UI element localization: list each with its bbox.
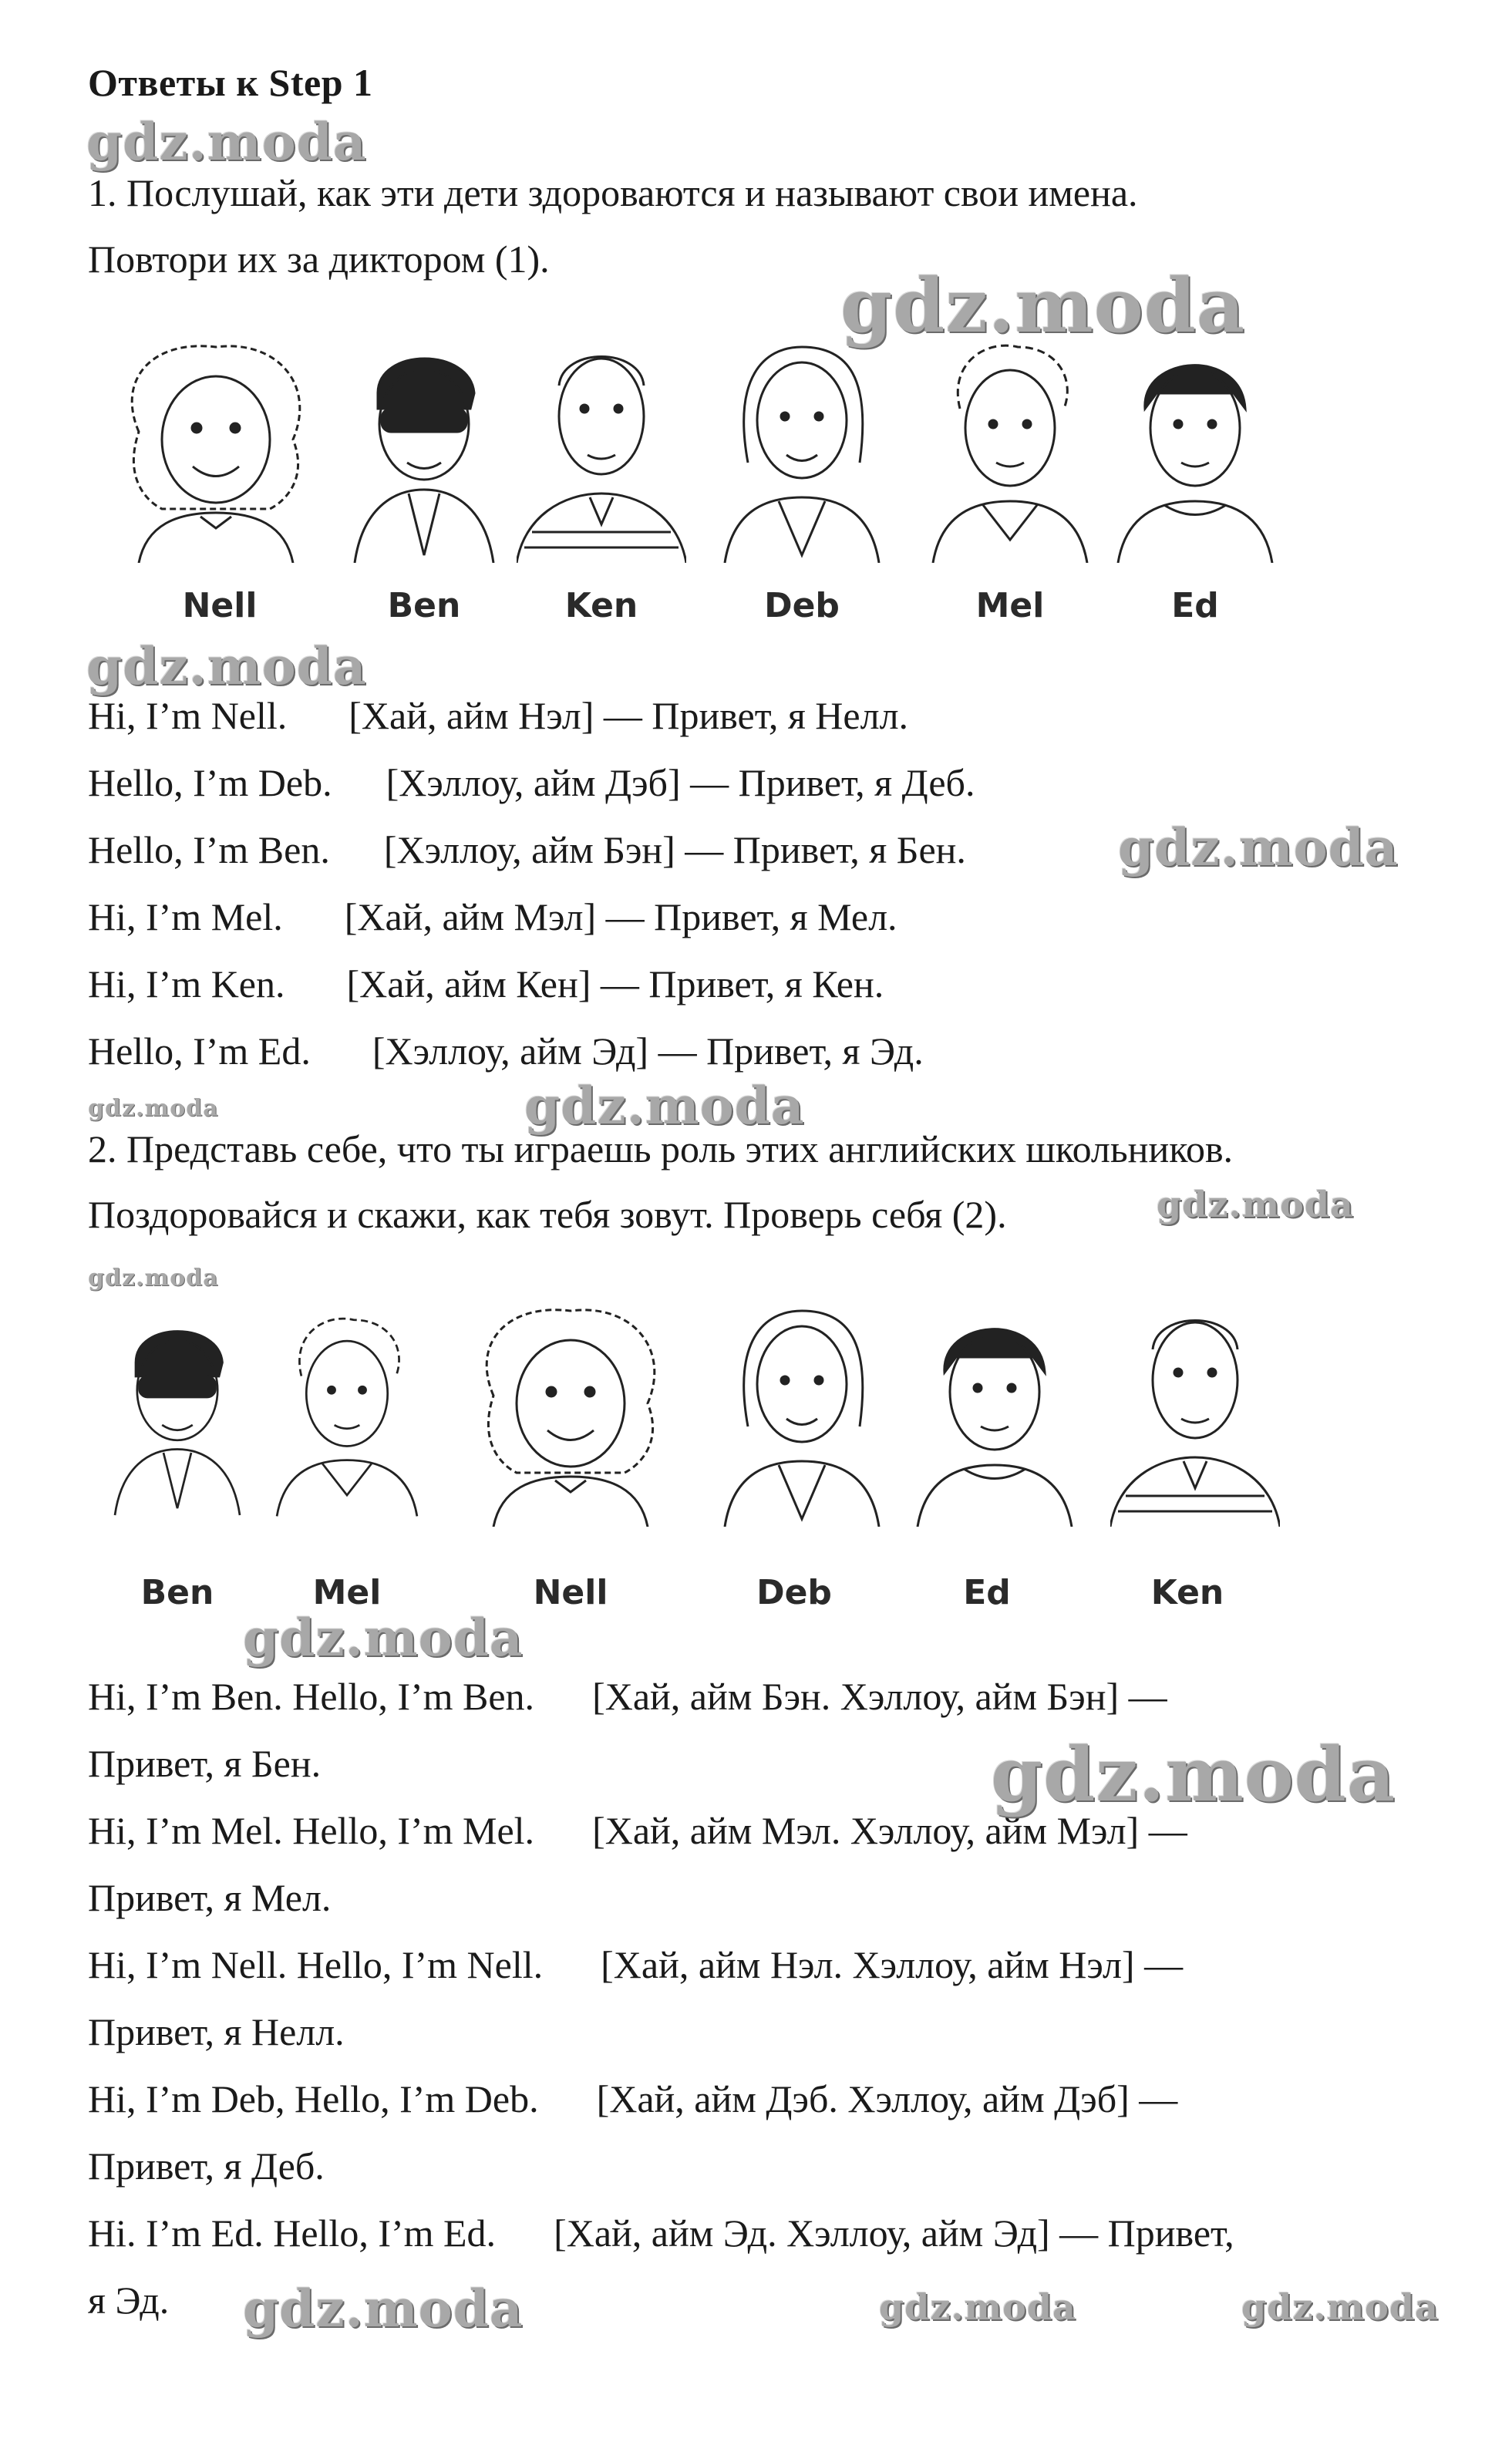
phrase-en: Hello, I’m Ben. <box>88 828 330 871</box>
watermark: gdz.moda <box>1118 817 1399 877</box>
phrase-en: Hi, I’m Nell. Hello, I’m Nell. <box>88 1943 544 1986</box>
task1-instruction-line2: Повтори их за диктором (1). <box>88 237 550 281</box>
kid-name: Ken <box>564 586 638 625</box>
watermark: gdz.moda <box>840 262 1246 349</box>
watermark: gdz.moda <box>88 1265 219 1292</box>
phrase-en: Hi, I’m Ben. Hello, I’m Ben. <box>88 1675 535 1718</box>
page-title: Ответы к Step 1 <box>88 61 373 104</box>
kid-name: Deb <box>756 1573 832 1612</box>
task2-line-cont: Привет, я Мел. <box>88 1876 332 1919</box>
kid-name: Ed <box>963 1573 1011 1612</box>
watermark: gdz.moda <box>86 112 367 172</box>
phrase-transcription: [Хэллоу, айм Эд] — Привет, я Эд. <box>372 1029 924 1073</box>
kid-portrait <box>463 1295 686 1612</box>
kid-portrait <box>1110 1295 1280 1612</box>
phrase-en: Hi, I’m Nell. <box>88 694 288 737</box>
task1-line <box>88 827 966 873</box>
kid-name: Ben <box>387 586 461 625</box>
phrase-transcription: [Хай, айм Бэн. Хэллоу, айм Бэн] — <box>592 1675 1167 1718</box>
kid-portrait <box>717 1295 887 1612</box>
task1-line <box>88 1028 924 1074</box>
kid-name: Mel <box>312 1573 382 1612</box>
task2-line <box>88 2076 1177 2122</box>
kid-portrait <box>108 332 332 625</box>
watermark: gdz.moda <box>88 1095 219 1122</box>
phrase-transcription: [Хай, айм Дэб. Хэллоу, айм Дэб] — <box>596 2077 1178 2120</box>
phrase-en: Hi, I’m Mel. <box>88 895 283 938</box>
kid-name: Ed <box>1171 586 1219 625</box>
kid-portrait <box>347 332 501 625</box>
watermark: gdz.moda <box>243 1608 524 1668</box>
kid-name: Ben <box>140 1573 214 1612</box>
phrase-en: Hi, I’m Mel. Hello, I’m Mel. <box>88 1809 535 1852</box>
watermark: gdz.moda <box>243 2279 524 2339</box>
phrase-transcription: [Хай, айм Мэл] — Привет, я Мел. <box>344 895 897 938</box>
watermark: gdz.moda <box>1241 2286 1439 2328</box>
task2-instruction-line2: Поздоровайся и скажи, как тебя зовут. Проверь себя (2). <box>88 1193 1007 1236</box>
task2-line <box>88 1942 1183 1988</box>
task1-line <box>88 692 908 739</box>
watermark: gdz.moda <box>1157 1184 1354 1225</box>
kid-portrait <box>910 1295 1079 1612</box>
phrase-transcription: [Хай, айм Нэл. Хэллоу, айм Нэл] — <box>601 1943 1184 1986</box>
kid-name: Ken <box>1150 1573 1224 1612</box>
kid-portrait <box>717 332 887 625</box>
task2-line-cont: я Эд. <box>88 2279 170 2322</box>
kid-portrait <box>1110 332 1280 625</box>
kid-portrait <box>108 1295 247 1612</box>
kid-portrait <box>925 332 1095 625</box>
task2-instruction-line1: 2. Представь себе, что ты играешь роль этих английских школьников. <box>88 1127 1234 1170</box>
phrase-transcription: [Хай, айм Эд. Хэллоу, айм Эд] — Привет, <box>554 2211 1234 2255</box>
kid-portrait <box>270 1295 424 1612</box>
phrase-transcription: [Хай, айм Мэл. Хэллоу, айм Мэл] — <box>592 1809 1187 1852</box>
watermark: gdz.moda <box>524 1076 805 1136</box>
watermark: gdz.moda <box>991 1731 1396 1818</box>
task1-line <box>88 894 897 940</box>
task2-line-cont: Привет, я Деб. <box>88 2144 325 2188</box>
task2-line <box>88 1673 1167 1720</box>
kid-name: Nell <box>533 1573 608 1612</box>
phrase-transcription: [Хай, айм Кен] — Привет, я Кен. <box>346 962 884 1005</box>
task2-line <box>88 2210 1234 2256</box>
task1-line <box>88 961 884 1007</box>
phrase-transcription: [Хэллоу, айм Дэб] — Привет, я Деб. <box>386 761 975 804</box>
phrase-en: Hi. I’m Ed. Hello, I’m Ed. <box>88 2211 497 2255</box>
task2-line-cont: Привет, я Бен. <box>88 1742 322 1785</box>
phrase-transcription: [Хай, айм Нэл] — Привет, я Нелл. <box>349 694 909 737</box>
kid-name: Mel <box>975 586 1045 625</box>
task1-instruction-line1: 1. Послушай, как эти дети здороваются и называют свои имена. <box>88 171 1138 214</box>
kid-portrait <box>517 332 686 625</box>
task1-kids-illustration <box>108 332 1311 655</box>
phrase-en: Hi, I’m Deb, Hello, I’m Deb. <box>88 2077 539 2120</box>
watermark: gdz.moda <box>86 636 367 696</box>
kid-name: Deb <box>764 586 840 625</box>
phrase-en: Hi, I’m Ken. <box>88 962 285 1005</box>
watermark: gdz.moda <box>879 2286 1076 2328</box>
phrase-en: Hello, I’m Deb. <box>88 761 332 804</box>
task2-line-cont: Привет, я Нелл. <box>88 2010 345 2053</box>
phrase-transcription: [Хэллоу, айм Бэн] — Привет, я Бен. <box>383 828 966 871</box>
task1-line <box>88 760 975 806</box>
kid-name: Nell <box>182 586 258 625</box>
task2-kids-illustration <box>108 1295 1311 1619</box>
phrase-en: Hello, I’m Ed. <box>88 1029 311 1073</box>
